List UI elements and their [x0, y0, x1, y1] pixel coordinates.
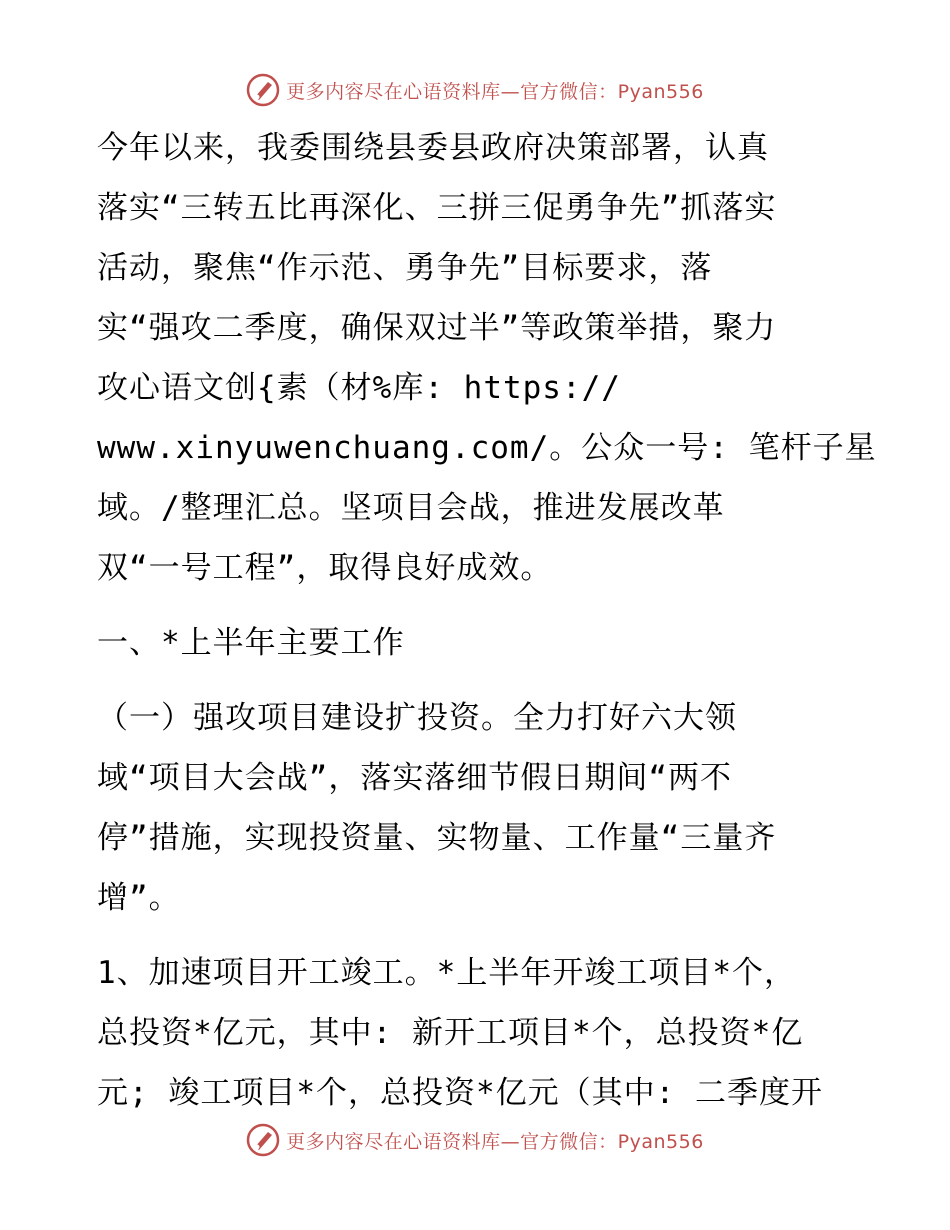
text-line: 攻心语文创{素（材%库: https://: [97, 370, 621, 406]
pen-logo-icon: [246, 73, 280, 107]
item-paragraph: [97, 943, 857, 1123]
text-line: 元; 竣工项目*个，总投资*亿元（其中: 二季度开: [97, 1075, 823, 1111]
header-watermark: [0, 70, 950, 110]
footer-watermark: [0, 1120, 950, 1160]
text-line: 1、加速项目开工竣工。*上半年开竣工项目*个，: [97, 955, 796, 991]
text-line: www.xinyuwenchuang.com/。公众一号: 笔杆子星: [97, 430, 877, 466]
text-line: 活动，聚焦“作示范、勇争先”目标要求，落: [97, 250, 713, 286]
intro-paragraph: [97, 118, 877, 598]
document-body: [97, 118, 877, 1123]
text-line: 双“一号工程”，取得良好成效。: [97, 550, 553, 586]
text-line: 增”。: [97, 880, 181, 916]
text-line: 域。/整理汇总。坚项目会战，推进发展改革: [97, 490, 725, 526]
section-heading: [97, 613, 857, 673]
text-line: 停”措施，实现投资量、实物量、工作量“三量齐: [97, 820, 777, 856]
watermark-text: 更多内容尽在心语资料库—官方微信：Pyan556: [286, 80, 704, 103]
pen-logo-icon: [246, 1123, 280, 1157]
text-line: （一）强攻项目建设扩投资。全力打好六大领: [97, 700, 737, 736]
text-line: 域“项目大会战”，落实落细节假日期间“两不: [97, 760, 732, 796]
text-line: 实“强攻二季度，确保双过半”等政策举措，聚力: [97, 310, 777, 346]
watermark-text: 更多内容尽在心语资料库—官方微信：Pyan556: [286, 1130, 704, 1153]
text-line: 总投资*亿元，其中: 新开工项目*个，总投资*亿: [97, 1015, 804, 1051]
heading-line: 一、*上半年主要工作: [97, 625, 405, 661]
text-line: 今年以来，我委围绕县委县政府决策部署，认真: [97, 130, 769, 166]
text-line: 落实“三转五比再深化、三拼三促勇争先”抓落实: [97, 190, 777, 226]
subsection-paragraph: [97, 688, 857, 928]
